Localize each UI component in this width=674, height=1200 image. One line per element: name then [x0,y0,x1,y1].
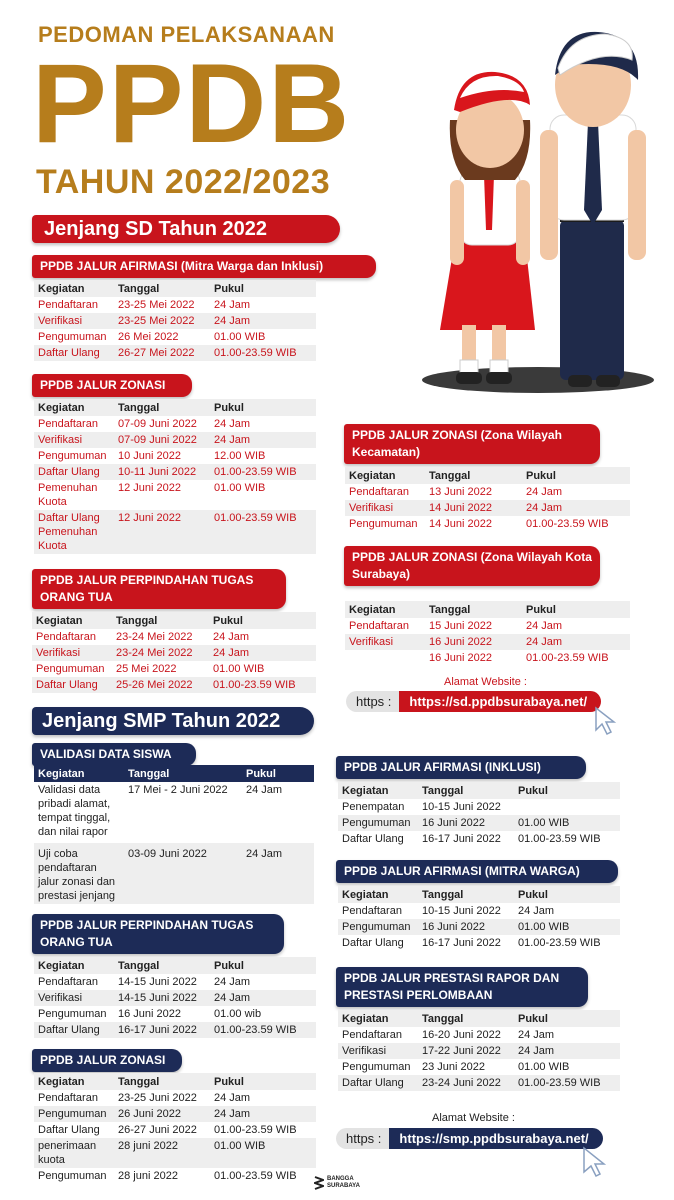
cell: 24 Jam [214,1092,251,1104]
cell: Pengumuman [36,663,105,675]
table-row [34,1022,316,1038]
cell: 16-17 Juni 2022 [114,1022,210,1038]
col-pukul: Pukul [209,612,316,629]
cell: Validasi data pribadi alamat, tempat tinggal, dan nilai rapor [38,784,111,838]
cell: 01.00-23.59 WIB [518,833,601,845]
table-row [34,329,316,345]
cell: 24 Jam [209,645,316,661]
cell: 12 Juni 2022 [118,482,181,494]
cell: Daftar Ulang [338,1075,418,1091]
cell: 26 Mei 2022 [118,331,179,343]
table-row [345,516,630,532]
col-tanggal: Tanggal [114,1073,210,1090]
cell: 10 Juni 2022 [118,450,181,462]
cell: Pengumuman [38,1170,107,1182]
cell: 16 Juni 2022 [418,919,514,935]
boy-figure [540,32,646,387]
cell: Pendaftaran [38,1092,98,1104]
logo-text: BANGGA SURABAYA [327,1176,360,1189]
smp-heading: Jenjang SMP Tahun 2022 [32,707,314,735]
smp-website-link[interactable]: https://smp.ppdbsurabaya.net/ [389,1128,602,1149]
table-row [34,464,316,480]
cell: Pendaftaran [349,620,409,632]
cell: 14-15 Juni 2022 [118,976,197,988]
table-row [34,313,316,329]
cell: 23 Juni 2022 [422,1061,485,1073]
cell: 23-24 Mei 2022 [116,631,193,643]
col-kegiatan: Kegiatan [338,886,418,903]
table-row [338,1043,620,1059]
cell: 10-11 Juni 2022 [114,464,210,480]
table-row [34,843,314,904]
cell: 24 Jam [213,631,250,643]
cell: 01.00-23.59 WIB [518,937,601,949]
col-tanggal: Tanggal [418,1010,514,1027]
table-row [34,990,316,1006]
cell: 01.00-23.59 WIB [210,510,316,554]
cell: 17 Mei - 2 Juni 2022 [128,784,228,796]
table-row [34,782,314,843]
cell: 01.00 WIB [214,482,266,494]
smp-zonasi-title: PPDB JALUR ZONASI [32,1049,182,1072]
cell: 01.00 WIB [514,815,620,831]
sd-zonasi-table [34,399,316,554]
smp-zonasi-table [34,1073,316,1184]
col-kegiatan: Kegiatan [34,399,114,416]
cell: 01.00-23.59 WIB [209,677,316,693]
smp-prestasi-title: PPDB JALUR PRESTASI RAPOR DAN PRESTASI PERLOMBAAN [336,967,588,1007]
smp-afirmasi-inklusi-title: PPDB JALUR AFIRMASI (INKLUSI) [336,756,586,779]
col-pukul: Pukul [210,957,316,974]
cell: 01.00-23.59 WIB [214,1124,297,1136]
table-row [32,629,316,645]
cell [514,799,620,815]
col-pukul: Pukul [514,1010,620,1027]
cell: 07-09 Juni 2022 [114,432,210,448]
cell: 23-24 Juni 2022 [418,1075,514,1091]
cursor-icon [594,706,620,736]
col-tanggal: Tanggal [124,765,242,782]
table-row [345,650,630,666]
table-row [34,448,316,464]
cell: Pengumuman [34,1106,114,1122]
col-pukul: Pukul [522,601,630,618]
cell: 03-09 Juni 2022 [124,843,242,904]
col-kegiatan: Kegiatan [34,765,124,782]
cell: 24 Jam [210,432,316,448]
cell: 23-25 Juni 2022 [118,1092,197,1104]
col-kegiatan: Kegiatan [338,1010,418,1027]
cell: 23-25 Mei 2022 [118,299,195,311]
cell: Verifikasi [34,432,114,448]
col-kegiatan: Kegiatan [34,957,114,974]
cell: 24 Jam [526,486,563,498]
col-pukul: Pukul [522,467,630,484]
sd-afirmasi-title: PPDB JALUR AFIRMASI (Mitra Warga dan Inklusi) [32,255,376,278]
smp-website-prefix: https : [336,1128,389,1149]
cell: 24 Jam [214,418,251,430]
cell: 07-09 Juni 2022 [118,418,197,430]
cell: 28 juni 2022 [114,1138,210,1168]
table-row [34,432,316,448]
bangga-surabaya-logo [314,1176,361,1190]
table-row [34,1122,316,1138]
cell: 16 Juni 2022 [418,815,514,831]
cell: Pendaftaran [349,486,409,498]
smp-afirmasi-mitra-table [338,886,620,951]
cell: Verifikasi [345,500,425,516]
cell: 25-26 Mei 2022 [112,677,209,693]
cell: 10-15 Juni 2022 [422,905,501,917]
col-tanggal: Tanggal [425,601,522,618]
col-kegiatan: Kegiatan [34,1073,114,1090]
cell: Pengumuman [349,518,418,530]
smp-website-box[interactable] [336,1128,603,1149]
smp-afirmasi-inklusi-table [338,782,620,847]
cell: Pengumuman [338,815,418,831]
cell: 24 Jam [210,990,316,1006]
girl-figure [440,72,535,384]
table-row [34,480,316,510]
cell: Daftar Ulang [34,464,114,480]
cell: Pemenuhan Kuota [38,482,98,508]
cell: Verifikasi [338,1043,418,1059]
cell: Pendaftaran [342,905,402,917]
cell: Verifikasi [345,634,425,650]
cell: Daftar Ulang [342,833,404,845]
smp-validasi-title: VALIDASI DATA SISWA [32,743,196,766]
logo-icon [314,1176,324,1190]
cell: 24 Jam [214,976,251,988]
table-row [34,1138,316,1168]
cell: 24 Jam [518,1029,555,1041]
cell: 01.00 WIB [214,331,266,343]
cell: Penempatan [342,801,405,813]
smp-afirmasi-mitra-title: PPDB JALUR AFIRMASI (MITRA WARGA) [336,860,618,883]
cell: Verifikasi [34,313,114,329]
col-pukul: Pukul [210,399,316,416]
col-tanggal: Tanggal [112,612,209,629]
col-tanggal: Tanggal [418,886,514,903]
cell: 15 Juni 2022 [429,620,492,632]
cell: 01.00 wib [214,1008,262,1020]
cell: 16 Juni 2022 [118,1008,181,1020]
cell: Pengumuman [38,1008,107,1020]
table-row [34,1106,316,1122]
cell: 26-27 Mei 2022 [114,345,210,361]
header-year: TAHUN 2022/2023 [36,163,331,201]
cell: 16 Juni 2022 [425,634,522,650]
col-tanggal: Tanggal [418,782,514,799]
cell: Pendaftaran [38,299,98,311]
sd-perpindahan-table [32,612,316,693]
col-tanggal: Tanggal [114,399,210,416]
cell: 24 Jam [214,299,251,311]
cell: 28 juni 2022 [118,1170,178,1182]
cell: 01.00-23.59 WIB [514,1075,620,1091]
cell: 24 Jam [246,784,283,796]
table-row [338,919,620,935]
cell: 10-15 Juni 2022 [422,801,501,813]
cell: Pendaftaran [38,418,98,430]
sd-heading: Jenjang SD Tahun 2022 [32,215,340,243]
header-title: PPDB [32,41,352,166]
sd-zona-kota-table [345,601,630,666]
cell: Verifikasi [32,645,112,661]
smp-perpindahan-table [34,957,316,1038]
cursor-icon [582,1146,612,1178]
cell: Pengumuman [342,1061,411,1073]
col-tanggal: Tanggal [425,467,522,484]
cell: 16 Juni 2022 [429,652,492,664]
cell: Uji coba pendaftaran jalur zonasi dan prestasi jenjang [34,843,124,904]
table-row [338,1027,620,1043]
cell: 14 Juni 2022 [425,500,522,516]
cell: Daftar Ulang [34,1022,114,1038]
cell: Daftar Ulang [32,677,112,693]
sd-zona-kecamatan-table [345,467,630,532]
cell: penerimaan kuota [34,1138,114,1168]
cell: Pengumuman [38,331,107,343]
table-row [338,1075,620,1091]
cell: 12.00 WIB [214,450,266,462]
cell: Daftar Ulang [38,1124,100,1136]
table-row [345,500,630,516]
table-row [34,1168,316,1184]
cell: 01.00-23.59 WIB [210,1022,316,1038]
cell: 24 Jam [522,500,630,516]
smp-prestasi-table [338,1010,620,1091]
cell: 24 Jam [210,313,316,329]
sd-zona-kecamatan-title: PPDB JALUR ZONASI (Zona Wilayah Kecamatan) [344,424,600,464]
cell: 01.00-23.59 WIB [526,652,609,664]
cell: 01.00 WIB [210,1138,316,1168]
cell: 01.00-23.59 WIB [210,345,316,361]
cell: Daftar Ulang [34,345,114,361]
cell: 26-27 Juni 2022 [118,1124,197,1136]
cell: 12 Juni 2022 [114,510,210,554]
table-row [338,1059,620,1075]
students-illustration [420,20,665,395]
header-subtitle: PEDOMAN PELAKSANAAN [38,22,335,47]
cell: 24 Jam [518,905,555,917]
cell: 16-17 Juni 2022 [422,833,501,845]
table-row [34,345,316,361]
table-row [34,416,316,432]
table-row [32,661,316,677]
cell: 17-22 Juni 2022 [418,1043,514,1059]
table-row [34,1090,316,1106]
sd-zonasi-title: PPDB JALUR ZONASI [32,374,192,397]
cell: 16-20 Juni 2022 [422,1029,501,1041]
cell: 13 Juni 2022 [429,486,492,498]
table-row [338,815,620,831]
col-tanggal: Tanggal [114,957,210,974]
cell: 01.00-23.59 WIB [214,1170,297,1182]
cell: 14 Juni 2022 [429,518,492,530]
sd-perpindahan-title: PPDB JALUR PERPINDAHAN TUGAS ORANG TUA [32,569,286,609]
cell: Verifikasi [34,990,114,1006]
col-pukul: Pukul [242,765,314,782]
cell [345,650,425,666]
cell: 01.00-23.59 WIB [210,464,316,480]
col-kegiatan: Kegiatan [345,601,425,618]
col-kegiatan: Kegiatan [34,280,114,297]
col-pukul: Pukul [514,782,620,799]
cell: 01.00 WIB [518,1061,570,1073]
cell: 24 Jam [210,1106,316,1122]
table-row [338,799,620,815]
cell: 24 Jam [514,1043,620,1059]
cell: Pendaftaran [342,1029,402,1041]
cell: 25 Mei 2022 [116,663,177,675]
table-row [338,903,620,919]
sd-website-prefix: https : [346,691,399,712]
col-kegiatan: Kegiatan [338,782,418,799]
cell: 01.00 WIB [213,663,265,675]
table-row [34,297,316,313]
table-row [345,618,630,634]
cell: Daftar Ulang Pemenuhan Kuota [34,510,114,554]
cell: 14-15 Juni 2022 [114,990,210,1006]
table-row [34,1006,316,1022]
sd-website-link[interactable]: https://sd.ppdbsurabaya.net/ [399,691,601,712]
col-pukul: Pukul [210,1073,316,1090]
cell: 01.00-23.59 WIB [526,518,609,530]
col-kegiatan: Kegiatan [32,612,112,629]
table-row [345,634,630,650]
cell: Pengumuman [338,919,418,935]
table-row [34,974,316,990]
cell: 26 Juni 2022 [114,1106,210,1122]
smp-perpindahan-title: PPDB JALUR PERPINDAHAN TUGAS ORANG TUA [32,914,284,954]
cell: Daftar Ulang [342,937,404,949]
cell: Pengumuman [38,450,107,462]
sd-afirmasi-table [34,280,316,361]
cell: 24 Jam [526,620,563,632]
table-row [345,484,630,500]
sd-website-box[interactable] [346,691,601,712]
smp-validasi-table [34,765,314,904]
col-pukul: Pukul [514,886,620,903]
cell: Pendaftaran [38,976,98,988]
table-row [32,645,316,661]
col-pukul: Pukul [210,280,316,297]
cell: 16-17 Juni 2022 [422,937,501,949]
table-row [338,831,620,847]
cell: 24 Jam [242,843,314,904]
table-row [34,510,316,554]
cell: Pendaftaran [36,631,96,643]
cell: 24 Jam [522,634,630,650]
cell: 23-25 Mei 2022 [114,313,210,329]
sd-website-label: Alamat Website : [444,676,527,688]
col-kegiatan: Kegiatan [345,467,425,484]
table-row [32,677,316,693]
table-row [338,935,620,951]
cell: 01.00 WIB [514,919,620,935]
cell: 23-24 Mei 2022 [112,645,209,661]
smp-website-label: Alamat Website : [432,1112,515,1124]
col-tanggal: Tanggal [114,280,210,297]
sd-zona-kota-title: PPDB JALUR ZONASI (Zona Wilayah Kota Surabaya) [344,546,600,586]
